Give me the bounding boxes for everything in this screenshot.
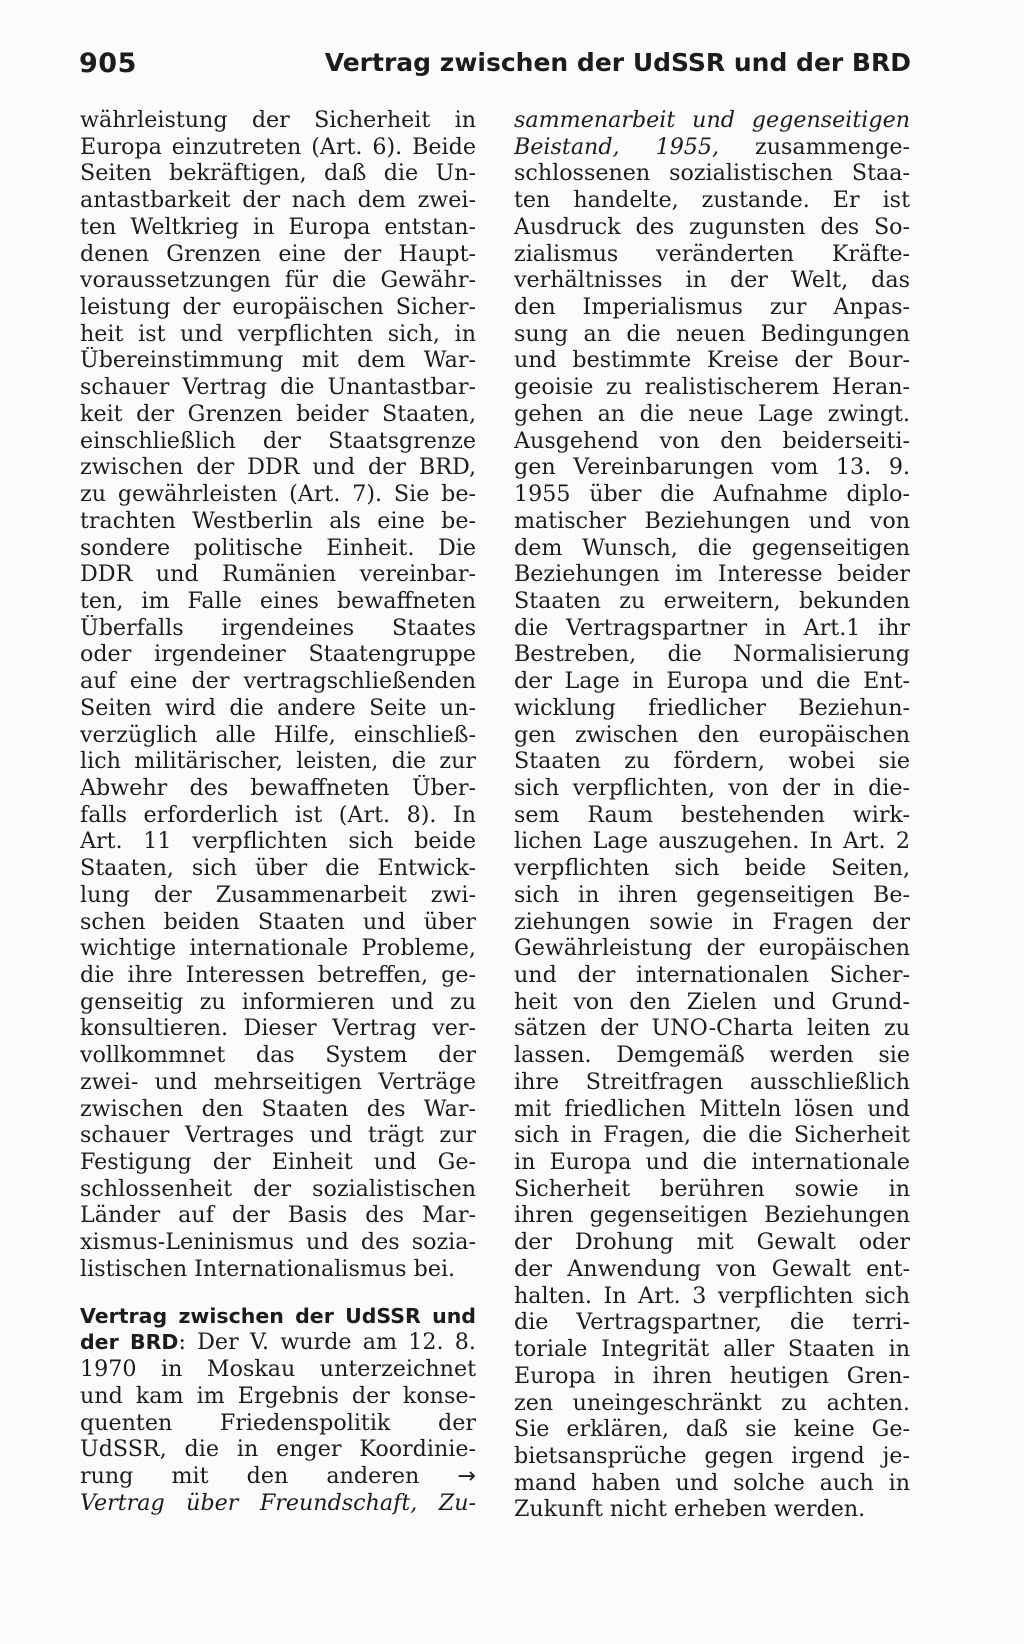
entry-text-line: Bestreben, die Normalisierung [514, 641, 910, 668]
entry-text: zusammenge- [719, 133, 910, 160]
entry-text-line: gen Vereinbarungen vom 13. 9. [514, 454, 910, 481]
running-title: Vertrag zwischen der UdSSR und der BRD [324, 48, 911, 77]
entry-text-line: lichen Lage auszugehen. In Art. 2 [514, 828, 910, 855]
entry-text-line: der Drohung mit Gewalt oder [514, 1229, 910, 1256]
entry-text-line [514, 134, 910, 161]
entry-text-line: wicklung friedlicher Beziehun- [514, 694, 910, 721]
body-text-line: listischen Internationalismus bei. [80, 1255, 456, 1282]
body-text-line: Übereinstimmung mit dem War- [80, 347, 476, 374]
cross-reference-arrow-icon: → [457, 1462, 476, 1489]
body-text-line: Überfalls irgendeines Staates [80, 614, 476, 641]
body-text-line: sondere politische Einheit. Die [80, 534, 476, 561]
entry-text-line: gen zwischen den europäischen [514, 721, 910, 748]
entry-text-line: bietsansprüche gegen irgend je- [514, 1442, 910, 1469]
entry-text-line: Ausgehend von den beiderseiti- [514, 427, 910, 454]
entry-text-line: Gewährleistung der europäischen [514, 935, 910, 962]
entry-text-line: Sie erklären, daß sie keine Ge- [514, 1416, 910, 1443]
entry-text-line: 1970 in Moskau unterzeichnet [80, 1356, 476, 1383]
body-text-line: schauer Vertrag die Unantastbar- [80, 374, 476, 401]
page-number: 905 [79, 48, 137, 79]
entry-text-line: und bestimmte Kreise der Bour- [514, 347, 910, 374]
body-text-line: antastbarkeit der nach dem zwei- [80, 187, 476, 214]
body-text-line: Festigung der Einheit und Ge- [80, 1149, 476, 1176]
entry-text-line: verhältnisses in der Welt, das [514, 267, 910, 294]
entry-text-line: Staaten zu fördern, wobei sie [514, 748, 910, 775]
entry-text-line: sich in Fragen, die die Sicherheit [514, 1122, 910, 1149]
entry-text-line: sich verpflichten, von der in die- [514, 774, 910, 801]
body-text-line: trachten Westberlin als eine be- [80, 507, 476, 534]
entry-text-line: UdSSR, die in enger Koordinie- [80, 1436, 476, 1463]
body-text-line: Europa einzutreten (Art. 6). Beide [80, 133, 476, 160]
entry-text-line: der Anwendung von Gewalt ent- [514, 1255, 910, 1282]
body-text-line: die ihre Interessen betreffen, ge- [80, 962, 476, 988]
entry-text-line: Zukunft nicht erheben werden. [514, 1496, 866, 1523]
entry-text-line: der Lage in Europa und die Ent- [514, 668, 910, 695]
body-text-line: wichtige internationale Probleme, [80, 935, 476, 962]
entry-text-line: zialismus veränderten Kräfte- [514, 240, 910, 267]
entry-text-line: und der internationalen Sicher- [514, 962, 910, 988]
paragraph-gap [80, 1283, 476, 1303]
left-column [80, 107, 476, 1516]
body-text-line: lich militärischer, leisten, die zur [80, 748, 476, 775]
entry-text-line: geoisie zu realistischerem Heran- [514, 374, 910, 401]
body-text-line: zwischen den Staaten des War- [80, 1095, 476, 1122]
body-text-line: falls erforderlich ist (Art. 8). In [80, 801, 476, 828]
entry-text-line: Beziehungen im Interesse beider [514, 561, 910, 588]
body-text-line: schen beiden Staaten und über [80, 908, 476, 935]
entry-text-line: ten handelte, zustande. Er ist [514, 187, 910, 214]
entry-text-line [80, 1463, 476, 1490]
entry-text-line: den Imperialismus zur Anpas- [514, 294, 910, 321]
body-text-line: zu gewährleisten (Art. 7). Sie be- [80, 481, 476, 508]
entry-text-line: toriale Integrität aller Staaten in [514, 1336, 910, 1363]
entry-title-part: der BRD [80, 1330, 179, 1355]
entry-text-line: schlossenen sozialistischen Staa- [514, 160, 910, 187]
body-text-line: schauer Vertrages und trägt zur [80, 1122, 476, 1149]
entry-title-line [80, 1329, 476, 1356]
cross-reference-title: Beistand, 1955, [514, 133, 720, 160]
entry-text-line: lassen. Demgemäß werden sie [514, 1042, 910, 1069]
body-text-line: schlossenheit der sozialistischen [80, 1175, 476, 1202]
entry-text: : Der V. wurde am 12. 8. [178, 1329, 476, 1356]
entry-text-line: die Vertragspartner, die terri- [514, 1309, 910, 1336]
body-text-line: leistung der europäischen Sicher- [80, 294, 476, 321]
entry-text-line: zen uneingeschränkt zu achten. [514, 1389, 910, 1416]
body-text-line: xismus-Leninismus und des sozia- [80, 1229, 476, 1256]
entry-text-line: in Europa und die internationale [514, 1149, 910, 1176]
entry-text-line: sätzen der UNO-Charta leiten zu [514, 1015, 910, 1042]
cross-reference-title: sammenarbeit und gegenseitigen [514, 107, 910, 133]
body-text-line: DDR und Rumänien vereinbar- [80, 561, 476, 588]
entry-text-line: Europa in ihren heutigen Gren- [514, 1362, 910, 1389]
body-text-line: Seiten bekräftigen, daß die Un- [80, 160, 476, 187]
entry-text-line: ihre Streitfragen ausschließlich [514, 1068, 910, 1095]
entry-text-line: Ausdruck des zugunsten des So- [514, 213, 910, 240]
body-text-line: währleistung der Sicherheit in [80, 107, 476, 133]
body-text-line: heit ist und verpflichten sich, in [80, 320, 476, 347]
entry-text-line: ziehungen sowie in Fragen der [514, 908, 910, 935]
body-text-line: Seiten wird die andere Seite un- [80, 694, 476, 721]
entry-text-line: mand haben und solche auch in [514, 1469, 910, 1496]
body-text-line: zwischen der DDR und der BRD, [80, 454, 476, 481]
body-text-line: konsultieren. Dieser Vertrag ver- [80, 1015, 476, 1042]
entry-text-line: sich in ihren gegenseitigen Be- [514, 881, 910, 908]
body-text-line: voraussetzungen für die Gewähr- [80, 267, 476, 294]
entry-text: rung mit den anderen [80, 1462, 420, 1489]
body-text-line: lung der Zusammenarbeit zwi- [80, 881, 476, 908]
body-text-line: Staaten, sich über die Entwick- [80, 855, 476, 882]
body-text-line: genseitig zu informieren und zu [80, 988, 476, 1015]
entry-text-line: verpflichten sich beide Seiten, [514, 855, 910, 882]
body-text-line: vollkommnet das System der [80, 1042, 476, 1069]
right-column [514, 107, 910, 1523]
body-text-line: oder irgendeiner Staatengruppe [80, 641, 476, 668]
entry-text-line: mit friedlichen Mitteln lösen und [514, 1095, 910, 1122]
entry-text-line: und kam im Ergebnis der konse- [80, 1382, 476, 1409]
entry-text-line: quenten Friedenspolitik der [80, 1409, 476, 1436]
cross-reference-title: Vertrag über Freundschaft, Zu- [80, 1489, 476, 1516]
body-text-line: auf eine der vertragschließenden [80, 668, 476, 695]
body-text-line: zwei- und mehrseitigen Verträge [80, 1068, 476, 1095]
body-text-line: denen Grenzen eine der Haupt- [80, 240, 476, 267]
entry-text-line: die Vertragspartner in Art.1 ihr [514, 614, 910, 641]
body-text-line: ten Weltkrieg in Europa entstan- [80, 213, 476, 240]
body-text-line: Abwehr des bewaffneten Über- [80, 774, 476, 801]
body-text-line: verzüglich alle Hilfe, einschließ- [80, 721, 476, 748]
entry-text-line: sung an die neuen Bedingungen [514, 320, 910, 347]
entry-title: Vertrag zwischen der UdSSR und [80, 1303, 476, 1328]
body-text-line: keit der Grenzen beider Staaten, [80, 400, 476, 427]
entry-text-line: gehen an die neue Lage zwingt. [514, 400, 910, 427]
entry-text-line: halten. In Art. 3 verpflichten sich [514, 1282, 910, 1309]
body-text-line: einschließlich der Staatsgrenze [80, 427, 476, 454]
entry-text-line: Staaten zu erweitern, bekunden [514, 587, 910, 614]
entry-text-line: 1955 über die Aufnahme diplo- [514, 481, 910, 508]
entry-text-line: dem Wunsch, die gegenseitigen [514, 534, 910, 561]
entry-text-line: heit von den Zielen und Grund- [514, 988, 910, 1015]
body-text-line: Art. 11 verpflichten sich beide [80, 828, 476, 855]
body-text-line: Länder auf der Basis des Mar- [80, 1202, 476, 1229]
body-text-line: ten, im Falle eines bewaffneten [80, 587, 476, 614]
entry-text-line: Sicherheit berühren sowie in [514, 1175, 910, 1202]
entry-text-line: ihren gegenseitigen Beziehungen [514, 1202, 910, 1229]
entry-text-line: sem Raum bestehenden wirk- [514, 801, 910, 828]
entry-text-line: matischer Beziehungen und von [514, 507, 910, 534]
